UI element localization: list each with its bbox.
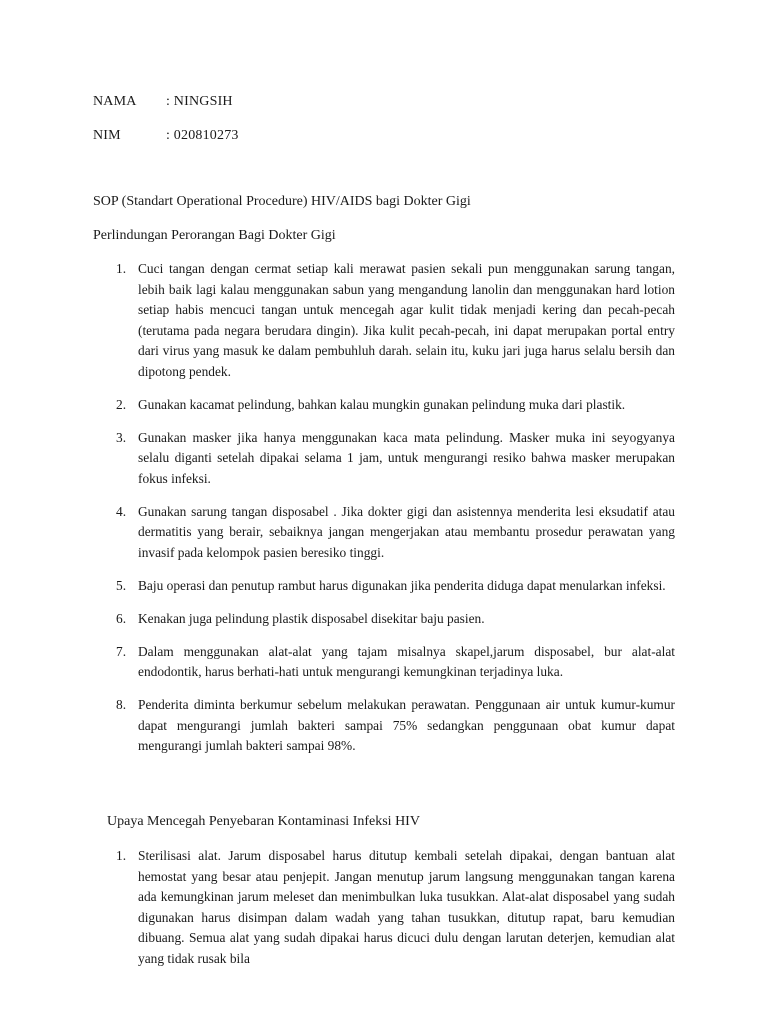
list-number: 1. xyxy=(116,848,127,863)
list-item xyxy=(0,259,675,382)
list-item xyxy=(0,395,675,416)
list-text: Gunakan sarung tangan disposabel . Jika dokter gigi dan asistennya menderita lesi eksudatif atau dermatitis yang berair, sebaiknya jangan mengerjakan atau membantu prosedur perawatan yang invasif pada kelompok pasien beresiko tinggi. xyxy=(138,503,675,560)
list-item xyxy=(0,502,675,564)
section2-list xyxy=(0,846,768,969)
list-text: Dalam menggunakan alat-alat yang tajam misalnya skapel,jarum disposabel, bur alat-alat endodontik, harus berhati-hati untuk mengurangi kemungkinan terjadinya luka. xyxy=(138,643,675,679)
list-number: 4. xyxy=(116,503,127,519)
nim-value: : 020810273 xyxy=(166,128,239,143)
list-text: Gunakan masker jika hanya menggunakan kaca mata pelindung. Masker muka ini seyogyanya selalu diganti setelah dipakai selama 1 jam, untuk mengurangi resiko bahwa masker merupakan fokus infeksi. xyxy=(138,429,675,486)
list-text: Cuci tangan dengan cermat setiap kali merawat pasien sekali pun menggunakan sarung tangan, lebih baik lagi kalau menggunakan sabun yang mengandung lanolin dan menggunakan hard lotion setiap habis mencuci tangan untuk mencegah agar kulit tidak menjadi kering dan pecah-pecah (terutama pada negara berudara dingin). Jika kulit pecah-pecah, ini dapat merupakan portal entry dari virus yang masuk ke dalam pembuhluh darah. selain itu, kuku jari juga harus selalu bersih dan dipotong pendek. xyxy=(138,261,675,379)
document-title: SOP (Standart Operational Procedure) HIV/AIDS bagi Dokter Gigi xyxy=(93,194,471,209)
name-value: : NINGSIH xyxy=(166,94,233,109)
list-text: Kenakan juga pelindung plastik disposabel disekitar baju pasien. xyxy=(138,610,485,626)
list-number: 7. xyxy=(116,643,127,659)
list-text: Sterilisasi alat. Jarum disposabel harus ditutup kembali setelah dipakai, dengan bantuan alat hemostat yang besar atau penjepit. Jangan menutup jarum langsung menggunakan tangan karena ada kemungkinan jarum meleset dan menimbulkan luka tusukkan. Alat-alat disposabel yang sudah digunakan harus disimpan dalam wadah yang tahan tusukkan, ditutup rapat, baru kemudian dibuang. Semua alat yang sudah dipakai harus dicuci dulu dengan larutan deterjen, kemudian alat yang tidak rusak bila xyxy=(138,848,675,966)
list-number: 3. xyxy=(116,429,127,445)
list-item xyxy=(0,642,675,683)
nim-row xyxy=(93,128,239,144)
section1-heading: Perlindungan Perorangan Bagi Dokter Gigi xyxy=(93,228,336,243)
list-number: 8. xyxy=(116,697,127,712)
list-text: Gunakan kacamat pelindung, bahkan kalau mungkin gunakan pelindung muka dari plastik. xyxy=(138,396,626,412)
list-number: 2. xyxy=(116,396,127,412)
name-label: NAMA xyxy=(93,94,137,109)
list-item xyxy=(0,428,675,490)
name-row xyxy=(93,94,233,110)
list-item xyxy=(0,846,675,969)
list-item xyxy=(0,695,675,757)
list-text: Penderita diminta berkumur sebelum melakukan perawatan. Penggunaan air untuk kumur-kumur dapat mengurangi jumlah bakteri sampai 75% sedangkan penggunaan obat kumur dapat mengurangi jumlah bakteri sampai 98%. xyxy=(138,697,675,753)
list-number: 1. xyxy=(116,261,127,276)
list-item xyxy=(0,609,675,630)
list-number: 6. xyxy=(116,610,127,626)
section2-heading: Upaya Mencegah Penyebaran Kontaminasi Infeksi HIV xyxy=(107,814,420,829)
list-item xyxy=(0,576,675,597)
list-text: Baju operasi dan penutup rambut harus digunakan jika penderita diduga dapat menularkan infeksi. xyxy=(138,577,666,593)
list-number: 5. xyxy=(116,577,127,593)
nim-label: NIM xyxy=(93,128,121,143)
section1-list xyxy=(0,259,768,769)
